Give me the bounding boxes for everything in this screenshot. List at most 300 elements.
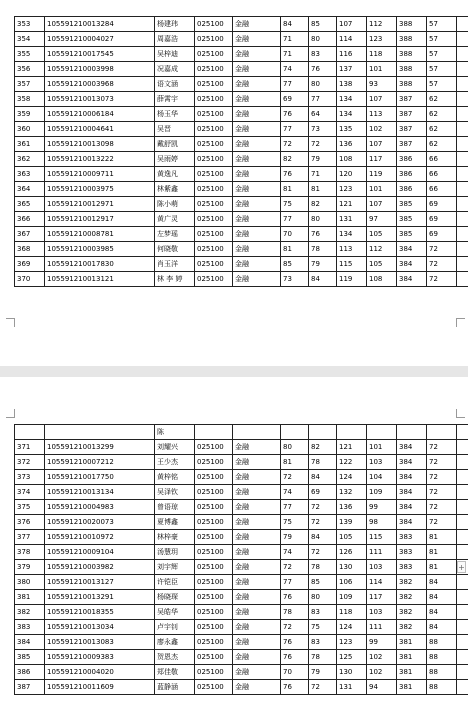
table-cell: 82 [309,197,337,212]
table-cell [457,425,468,440]
table-cell: 88 [427,680,457,695]
table-cell: 夏博鑫 [155,515,195,530]
table-cell: 105591210009383 [45,650,155,665]
table-cell: 025100 [195,122,233,137]
table-cell: 105591210004027 [45,32,155,47]
table-cell [457,635,468,650]
table-cell: 385 [397,227,427,242]
table-cell: 57 [427,32,457,47]
table-cell: 105591210013098 [45,137,155,152]
table-cell: 111 [367,545,397,560]
table-cell: 114 [337,32,367,47]
table-cell: 136 [337,500,367,515]
table-cell [457,212,468,227]
table-cell: 111 [367,620,397,635]
table-cell: 金融 [233,515,281,530]
table-cell [457,515,468,530]
table-cell: 364 [15,182,45,197]
table-cell: 353 [15,17,45,32]
table-cell: 102 [367,650,397,665]
table-cell: 388 [397,77,427,92]
table-cell: 105591210004020 [45,665,155,680]
table-cell: 75 [281,515,309,530]
table-cell: 117 [367,152,397,167]
table-cell: 132 [337,485,367,500]
table-cell: 金融 [233,47,281,62]
table-cell: 85 [309,575,337,590]
table-row [15,242,468,257]
table-row [15,107,468,122]
table-cell: 金融 [233,62,281,77]
table-cell: 116 [337,47,367,62]
table-cell: 杨建玮 [155,17,195,32]
table-cell: 382 [397,620,427,635]
table-cell: 72 [427,242,457,257]
table-cell [457,77,468,92]
table-cell: 122 [337,455,367,470]
table-cell: 刘耀兴 [155,440,195,455]
table-cell: 381 [397,635,427,650]
table-cell: 025100 [195,107,233,122]
table-cell: 金融 [233,32,281,47]
table-cell: 金融 [233,197,281,212]
table-cell: 78 [309,650,337,665]
table-cell: 025100 [195,197,233,212]
table-cell: 105591210018355 [45,605,155,620]
table-cell: 379 [15,560,45,575]
table-cell: 134 [337,107,367,122]
table-cell: 72 [427,485,457,500]
table-row [15,62,468,77]
table-cell: 66 [427,167,457,182]
table-row [15,635,468,650]
table-cell: 105591210012971 [45,197,155,212]
table-cell: 381 [15,590,45,605]
table-cell: 金融 [233,77,281,92]
table-cell: 57 [427,62,457,77]
table-row [15,167,468,182]
table-cell: 72 [427,272,457,287]
table-cell: 105 [337,530,367,545]
table-cell: 384 [397,440,427,455]
table-cell: 105591210003968 [45,77,155,92]
table-header-row [15,425,468,440]
table-cell: 105591210003998 [45,62,155,77]
corner-mark [456,409,465,418]
table-cell: 125 [337,650,367,665]
table-cell: 83 [309,605,337,620]
table-cell: 383 [397,545,427,560]
table-cell: 81 [281,182,309,197]
table-cell: 73 [309,122,337,137]
table-cell: 109 [367,485,397,500]
table-cell: 金融 [233,635,281,650]
table-cell: 025100 [195,605,233,620]
table-cell [457,272,468,287]
table-cell: 84 [427,590,457,605]
table-cell: 83 [309,47,337,62]
table-cell: 134 [337,227,367,242]
table-cell [457,197,468,212]
table-cell [457,650,468,665]
table-cell: 105591210020073 [45,515,155,530]
table-cell: 金融 [233,650,281,665]
table-cell: 金融 [233,167,281,182]
corner-mark [6,318,15,327]
table-cell [457,32,468,47]
table-cell: 76 [309,62,337,77]
table-cell: 126 [337,545,367,560]
table-cell: 刘宇辉 [155,560,195,575]
table-cell: 金融 [233,257,281,272]
table-cell: 387 [397,137,427,152]
table-cell: 81 [309,182,337,197]
table-cell: 80 [309,77,337,92]
table-cell: 358 [15,92,45,107]
table-cell: 84 [427,620,457,635]
table-cell: 金融 [233,530,281,545]
table-cell: 105591210007212 [45,455,155,470]
table-cell: 76 [281,635,309,650]
table-cell: 76 [281,680,309,695]
table-cell: 105591210013299 [45,440,155,455]
table-cell: 79 [309,257,337,272]
table-cell: 75 [281,197,309,212]
table-cell: 105591210009711 [45,167,155,182]
table-cell: 84 [309,272,337,287]
table-row [15,560,468,575]
table-row [15,530,468,545]
table-cell: 82 [309,440,337,455]
table-cell: 388 [397,32,427,47]
table-cell: 025100 [195,62,233,77]
table-cell [457,107,468,122]
table-cell: 郑佳敬 [155,665,195,680]
table-row [15,665,468,680]
table-cell: 025100 [195,257,233,272]
table-cell: 025100 [195,635,233,650]
table-cell: 78 [309,560,337,575]
table-cell [457,440,468,455]
table-cell: 金融 [233,440,281,455]
table-cell: 107 [367,137,397,152]
table-cell: 139 [337,515,367,530]
table-cell: 105591210008781 [45,227,155,242]
table-cell [233,425,281,440]
table-row [15,545,468,560]
table-cell: 368 [15,242,45,257]
table-cell: 105 [367,257,397,272]
table-cell [195,425,233,440]
table-row [15,605,468,620]
table-cell: 025100 [195,620,233,635]
table-row [15,500,468,515]
table-cell: 72 [309,515,337,530]
table-cell: 385 [397,197,427,212]
table-cell: 77 [281,212,309,227]
table-cell: 115 [367,530,397,545]
table-cell: 025100 [195,575,233,590]
table-cell: 137 [337,62,367,77]
table-cell: 金融 [233,605,281,620]
table-cell: 82 [281,152,309,167]
table-cell: 356 [15,62,45,77]
table-cell: 77 [281,122,309,137]
table-cell: 388 [397,47,427,62]
table-cell: 72 [427,257,457,272]
table-cell: 吴泽钦 [155,485,195,500]
table-cell: 105591210004983 [45,500,155,515]
table-cell: 101 [367,62,397,77]
table-cell: 025100 [195,590,233,605]
table-cell: 123 [337,182,367,197]
table-cell: 105591210013073 [45,92,155,107]
table-cell: 025100 [195,242,233,257]
table-cell: 88 [427,650,457,665]
table-cell: 84 [309,470,337,485]
table-cell: 381 [397,680,427,695]
table-cell: 113 [367,107,397,122]
table-cell: 72 [427,455,457,470]
table-cell: 金融 [233,470,281,485]
table-cell: 384 [397,257,427,272]
table-cell [457,137,468,152]
table-cell: 金融 [233,485,281,500]
table-cell: 金融 [233,590,281,605]
table-cell: 113 [337,242,367,257]
table-cell: 74 [281,545,309,560]
table-cell: 72 [281,560,309,575]
table-cell: 104 [367,470,397,485]
table-cell: 103 [367,455,397,470]
table-cell: 355 [15,47,45,62]
table-cell: 77 [281,77,309,92]
table-cell [457,17,468,32]
table-cell: 373 [15,470,45,485]
table-cell: 108 [337,152,367,167]
table-cell: 吴晋 [155,122,195,137]
table-cell: 103 [367,605,397,620]
table-cell: 62 [427,122,457,137]
table-cell: 107 [367,92,397,107]
table-cell: 71 [281,47,309,62]
table-cell: 109 [337,590,367,605]
table-cell: 金融 [233,575,281,590]
table-cell: 84 [281,17,309,32]
table-row [15,650,468,665]
table-cell: 377 [15,530,45,545]
table-row [15,212,468,227]
table-cell: 69 [427,212,457,227]
table-cell: 81 [427,530,457,545]
table-cell: 105591210010972 [45,530,155,545]
table-cell: 376 [15,515,45,530]
table-cell: 112 [367,242,397,257]
table-cell: 77 [281,575,309,590]
table-cell [457,242,468,257]
table-cell: 98 [367,515,397,530]
table-cell: 102 [367,122,397,137]
table-cell: 386 [397,182,427,197]
table-cell [457,500,468,515]
table-cell: 025100 [195,665,233,680]
table-cell: 025100 [195,470,233,485]
table-cell: 025100 [195,680,233,695]
table-cell: 99 [367,635,397,650]
table-cell: 语文涵 [155,77,195,92]
table-cell: 蓝静涵 [155,680,195,695]
table-cell: 025100 [195,485,233,500]
table-cell: 薛霄宇 [155,92,195,107]
table-cell: 林梓豪 [155,530,195,545]
table-cell: 85 [281,257,309,272]
table-cell: 357 [15,77,45,92]
table-cell: 025100 [195,152,233,167]
table-cell: 70 [281,227,309,242]
table-cell: 84 [427,605,457,620]
table-cell: 361 [15,137,45,152]
table-cell: 黄逸凡 [155,167,195,182]
table-cell: 025100 [195,182,233,197]
table-cell: 025100 [195,455,233,470]
table-cell: 76 [281,107,309,122]
table-cell: 70 [281,665,309,680]
table-cell: 025100 [195,167,233,182]
table-cell: 79 [281,530,309,545]
table-cell: 374 [15,485,45,500]
table-cell: 385 [397,212,427,227]
table-cell: 134 [337,92,367,107]
table-cell: 117 [367,590,397,605]
table-cell: 131 [337,680,367,695]
table-cell: 384 [397,272,427,287]
table-cell [457,620,468,635]
table-cell: 387 [397,122,427,137]
table-cell: 许铠臣 [155,575,195,590]
table-cell: 72 [309,545,337,560]
table-cell: 78 [281,605,309,620]
table-cell: 陈 [155,425,195,440]
table-cell: 79 [309,152,337,167]
table-cell: 386 [15,665,45,680]
table-cell: 75 [309,620,337,635]
table-cell: 69 [427,197,457,212]
table-cell: 汤慧玥 [155,545,195,560]
table-cell: 88 [427,635,457,650]
table-cell: 76 [281,650,309,665]
table-cell: 76 [309,227,337,242]
table-row [15,227,468,242]
table-cell: 025100 [195,500,233,515]
table-cell: 365 [15,197,45,212]
table-cell [457,455,468,470]
table-row [15,485,468,500]
table-row [15,575,468,590]
table-cell: 林 李 婷 [155,272,195,287]
table-cell: 80 [309,32,337,47]
table-cell: 72 [427,470,457,485]
table-cell: 388 [397,17,427,32]
table-cell: 贺恩杰 [155,650,195,665]
table-cell: 106 [337,575,367,590]
table-cell [309,425,337,440]
table-cell: 69 [309,485,337,500]
table-cell: 105591210013034 [45,620,155,635]
table-row [15,455,468,470]
table-row [15,440,468,455]
table-cell [457,62,468,77]
table-cell: 金融 [233,620,281,635]
table-cell: 况嘉成 [155,62,195,77]
table-cell: 136 [337,137,367,152]
table-cell: 80 [281,440,309,455]
table-cell [457,182,468,197]
plus-icon[interactable]: + [458,563,465,572]
table-cell [457,122,468,137]
table-cell [281,425,309,440]
table-cell: 王少杰 [155,455,195,470]
table-cell: 105591210013121 [45,272,155,287]
table-cell: 387 [397,107,427,122]
table-row [15,182,468,197]
table-cell [457,47,468,62]
corner-mark [456,318,465,327]
table-row [15,122,468,137]
table-cell: 025100 [195,77,233,92]
table-cell: 80 [309,212,337,227]
table-cell: 71 [281,32,309,47]
table-row [15,515,468,530]
table-cell: 025100 [195,47,233,62]
table-cell: 73 [281,272,309,287]
table-cell: 025100 [195,272,233,287]
table-cell: 吴皓华 [155,605,195,620]
table-cell: 57 [427,17,457,32]
table-cell: 金融 [233,107,281,122]
score-table-page-2 [14,424,468,695]
table-row [15,197,468,212]
table-cell: 383 [15,620,45,635]
table-row [15,47,468,62]
table-cell: 57 [427,47,457,62]
table-cell: 367 [15,227,45,242]
table-row [15,137,468,152]
table-cell: 366 [15,212,45,227]
table-cell: 72 [427,500,457,515]
table-cell: 121 [337,197,367,212]
table-cell: 72 [281,470,309,485]
table-cell: 66 [427,182,457,197]
table-cell: 123 [367,32,397,47]
table-cell: 135 [337,122,367,137]
table-cell: 383 [397,560,427,575]
table-cell: 黄梓铭 [155,470,195,485]
corner-mark [6,409,15,418]
table-cell [457,227,468,242]
table-cell: 81 [427,560,457,575]
table-cell: 025100 [195,92,233,107]
table-cell: 382 [397,590,427,605]
table-cell: 金融 [233,455,281,470]
table-cell: 81 [427,545,457,560]
table-cell: 105 [367,227,397,242]
table-cell [427,425,457,440]
table-cell: 384 [397,515,427,530]
table-cell: 112 [367,17,397,32]
table-cell: 吴梓迪 [155,47,195,62]
table-cell: 105591210009104 [45,545,155,560]
table-cell: 72 [281,620,309,635]
